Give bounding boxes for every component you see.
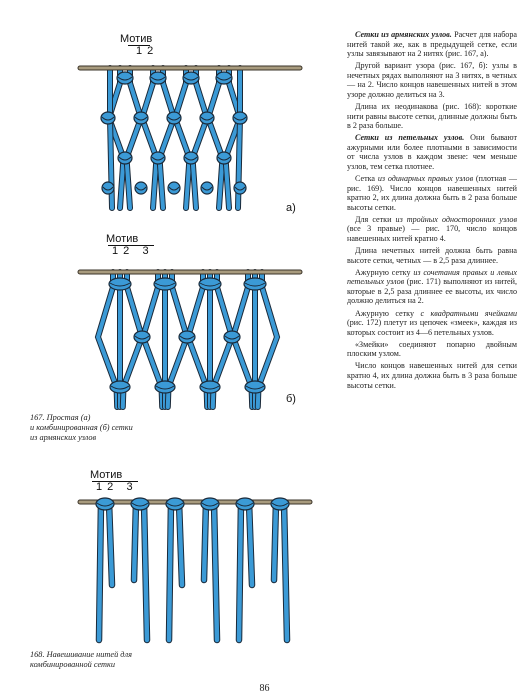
motif-numbers: 1 2 3 (96, 481, 134, 493)
caption-line: 168. Навешивание нитей для (30, 650, 132, 659)
caption-line: из армянских узлов (30, 433, 97, 442)
cord (284, 502, 287, 640)
paragraph-text: Сетка (355, 174, 378, 184)
paragraph-text: (все 3 правые) — рис. 170, число концов навешенных нитей кратно 4. (347, 224, 517, 243)
motif-label-c (90, 469, 134, 493)
motif-label-b (106, 233, 150, 257)
paragraph-text: (рис. 171) выполняют из нитей, которые в 2,5 раза длиннее ее высоты, их число должно делиться на 2. (347, 277, 517, 306)
motif-title: Мотив (106, 233, 139, 245)
cord (99, 502, 101, 640)
cord (204, 502, 206, 580)
paragraph (347, 268, 517, 306)
paragraph-text: Другой вариант узора (рис. 167, б): узлы в нечетных рядах выполняют на 3 нитях, в четных — на 2. Число концов навешенных нитей в этом узоре должно делиться на 3. (347, 61, 517, 99)
paragraph-text: Длина их неодинакова (рис. 168): короткие нити равны высоте сетки, длинные должны быть в 2 раза больше. (347, 102, 517, 131)
caption-line: комбинированной сетки (30, 660, 116, 669)
caption-line: 167. Простая (а) (30, 413, 91, 422)
motif-numbers: 1 2 (136, 45, 155, 57)
paragraph (347, 246, 517, 265)
emphasis: из одинарных правых узлов (377, 174, 474, 184)
figure-167b (70, 262, 300, 412)
paragraph (347, 30, 517, 59)
paragraph-text: «Змейки» соединяют попарно двойным плоским узлом. (347, 339, 517, 359)
paragraph-text: (рис. 172) плетут из цепочек «змеек», каждая из которых состоит из 4—6 петельных узлов. (347, 318, 517, 337)
caption-fig-167 (30, 413, 230, 443)
paragraph-text: Для сетки (355, 214, 396, 224)
text-column (347, 30, 517, 393)
knot-diagram-c (70, 490, 320, 650)
emphasis: из тройных односторонних узлов (395, 214, 517, 224)
knot-diagram-a (70, 58, 300, 218)
paragraph-text: Число концов навешенных нитей для сетки кратно 4, их длина должна быть в 3 раза больше высоты сетки. (347, 361, 517, 390)
knot-diagram-b (70, 262, 300, 412)
paragraph-text: Ажурную сетку (355, 308, 421, 318)
motif-title: Мотив (90, 469, 123, 481)
emphasis: из сочетания правых и левых петельных узлов (347, 267, 517, 287)
paragraph (347, 61, 517, 99)
figure-168 (70, 490, 320, 650)
panel-label-a: а) (286, 202, 296, 214)
motif-label-a (120, 33, 155, 57)
motif-numbers: 1 2 3 (112, 245, 150, 257)
paragraph (347, 309, 517, 338)
paragraph (347, 102, 517, 131)
paragraph-text: (плотная — рис. 169). Число концов навешенных нитей кратно 2, их длина должна быть в 2 раза больше высоты сетки. (347, 174, 517, 212)
cord (144, 502, 147, 640)
page-number: 86 (259, 683, 270, 694)
paragraph-text: Длина нечетных нитей должна быть равна высоте сетки, четных — в 2,5 раза длиннее. (347, 246, 517, 265)
caption-fig-168 (30, 650, 230, 670)
cord (134, 502, 136, 580)
figure-167a (70, 58, 300, 218)
cord (179, 502, 182, 585)
cord (274, 502, 276, 580)
cord (239, 502, 241, 640)
paragraph (347, 133, 517, 171)
emphasis: с квадратными ячейками (420, 308, 517, 318)
cord (169, 502, 171, 640)
section-heading: Сетки из армянских узлов. (355, 30, 452, 39)
cord (214, 502, 217, 640)
paragraph-text: Расчет для набора нитей такой же, как в предыдущей сетке, если узлы завязывают на 2 нитях (рис. 167, а). (347, 30, 517, 59)
section-heading: Сетки из петельных узлов. (355, 133, 465, 143)
paragraph-text: Они бывают ажурными или более плотными в зависимости от числа узлов в каждом звене: чем меньше узлов, тем сетка плотнее. (347, 133, 517, 171)
paragraph (347, 361, 517, 390)
cord (249, 502, 252, 585)
panel-label-b: б) (286, 393, 296, 405)
cord (109, 502, 112, 585)
caption-line: и комбинированная (б) сетки (30, 423, 133, 432)
paragraph (347, 215, 517, 244)
paragraph (347, 174, 517, 212)
motif-title: Мотив (120, 33, 153, 45)
paragraph-text: Ажурную сетку (355, 267, 414, 277)
paragraph (347, 340, 517, 359)
